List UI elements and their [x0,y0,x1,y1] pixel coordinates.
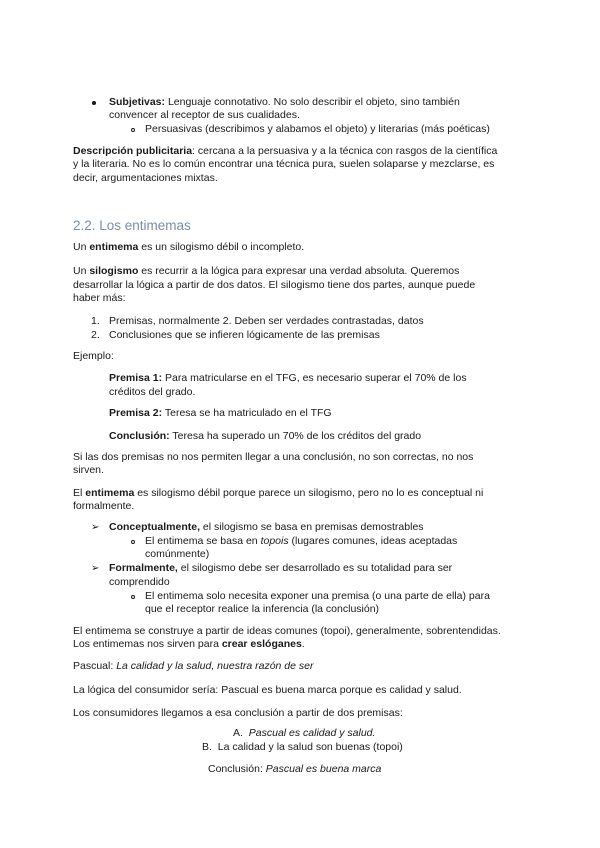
formalmente-line2: comprendido [109,576,170,588]
premisa1-line1: Premisa 1: Para matricularse en el TFG, es necesario superar el 70% de los [109,372,467,384]
logica-consumidor: La lógica del consumidor sería: Pascual es buena marca porque es calidad y salud. [73,684,462,696]
formalmente-sub-line2: que el receptor realice la inferencia (la conclusión) [145,603,380,615]
silogismo-line3: haber más: [73,292,126,304]
bullet-dot-icon [92,101,96,105]
numbered-num-2: 2. [91,329,100,341]
section-heading: 2.2. Los entimemas [73,218,191,233]
premisa2: Premisa 2: Teresa se ha matriculado en el TFG [109,407,332,419]
arrow-bullet-icon: ➢ [91,522,100,533]
si-line2: sirven. [73,464,104,476]
lettered-item-b: B. La calidad y la salud son buenas (topoi) [202,741,403,753]
subjetivas-label: Subjetivas: [109,96,166,108]
entimema-definition: Un entimema es un silogismo débil o incompleto. [73,241,305,253]
subjetivas-sub: Persuasivas (describimos y alabamos el objeto) y literarias (más poéticas) [145,123,490,135]
conceptualmente-sub-line1: El entimema se basa en topois (lugares comunes, ideas aceptadas [145,535,458,547]
conceptualmente-sub-line2: comúnmente) [145,548,210,560]
descripcion-line1: Descripción publicitaria: cercana a la persuasiva y a la técnica con rasgos de la científica [73,145,498,157]
silogismo-line1: Un silogismo es recurrir a la lógica para expresar una verdad absoluta. Queremos [73,265,460,277]
consumidores-text: Los consumidores llegamos a esa conclusión a partir de dos premisas: [73,707,403,719]
formalmente-sub-line1: El entimema solo necesita exponer una premisa (o una parte de ella) para [145,590,490,602]
final-conclusion: Conclusión: Pascual es buena marca [208,763,382,775]
construye-line2: Los entimemas nos sirven para crear eslóganes. [73,638,305,650]
subjetivas-line2: convencer al receptor de sus cualidades. [109,109,300,121]
silogismo-line2: desarrollar la lógica a partir de dos datos. El silogismo tiene dos partes, aunque puede [73,279,476,291]
descripcion-line2: y la literaria. No es lo común encontrar una técnica pura, suelen solaparse y mezclarse, es [73,158,495,170]
descripcion-line3: decir, argumentaciones mixtas. [73,172,218,184]
descripcion-label: Descripción publicitaria [73,145,193,157]
premisa1-line2: créditos del grado. [109,386,196,398]
el-entimema-line2: formalmente. [73,500,135,512]
conclusion-example: Conclusión: Teresa ha superado un 70% de los créditos del grado [109,430,422,442]
numbered-text-1: Premisas, normalmente 2. Deben ser verdades contrastadas, datos [109,315,424,327]
ejemplo-label: Ejemplo: [73,350,114,362]
lettered-item-a: A. Pascual es calidad y salud. [233,727,376,739]
pascual-slogan: Pascual: La calidad y la salud, nuestra razón de ser [73,660,314,672]
el-entimema-line1: El entimema es silogismo débil porque parece un silogismo, pero no lo es conceptual ni [73,487,484,499]
numbered-text-2: Conclusiones que se infieren lógicamente de las premisas [109,329,380,341]
bullet-circle-icon [131,128,135,132]
si-line1: Si las dos premisas no nos permiten llegar a una conclusión, no son correctas, no nos [73,451,474,463]
bullet-circle-icon [131,540,135,544]
formalmente-line1: Formalmente, el silogismo debe ser desarrollado es su totalidad para ser [109,562,453,574]
subjetivas-line1: Subjetivas: Lenguaje connotativo. No solo describir el objeto, sino también [109,96,460,108]
arrow-bullet-icon: ➢ [91,563,100,574]
construye-line1: El entimema se construye a partir de ideas comunes (topoi), generalmente, sobrentendidas. [73,625,501,637]
conceptualmente-line: Conceptualmente, el silogismo se basa en premisas demostrables [109,521,424,533]
bullet-circle-icon [131,595,135,599]
numbered-num-1: 1. [91,315,100,327]
